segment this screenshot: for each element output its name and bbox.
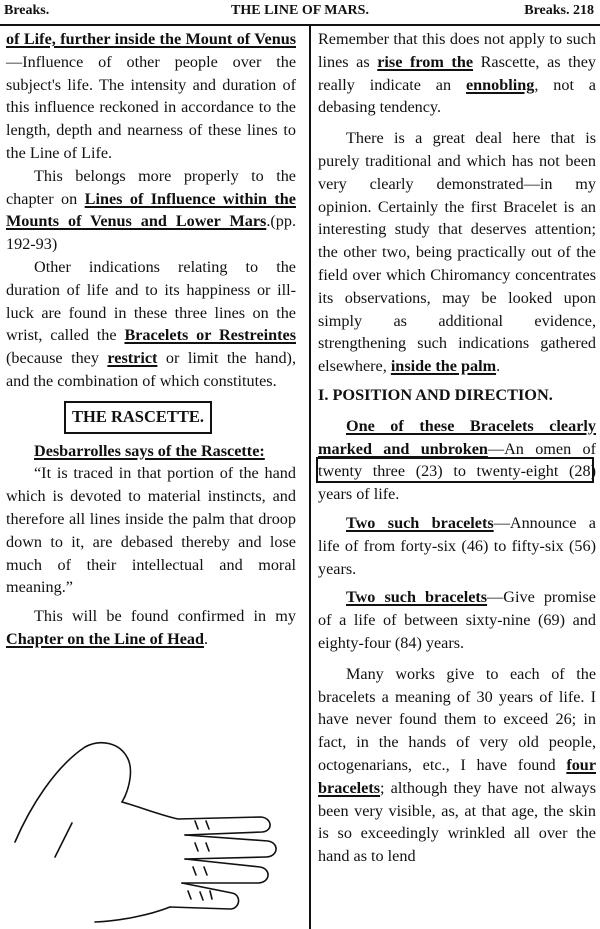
crossref-link: Bracelets or Restreintes: [124, 326, 297, 345]
paragraph-text: (because they: [6, 349, 108, 368]
header-rule: [0, 24, 600, 26]
crossref-link: four bracelets: [318, 755, 596, 797]
section-heading: I. POSITION AND DIRECTION.: [318, 384, 553, 404]
palm-edge: [95, 907, 170, 922]
paragraph: [6, 256, 296, 393]
paragraph-text: Other indications relating to the duration of life and to its happiness or ill-luck are found in these three lines on the wrist, called the: [6, 257, 296, 345]
crossref-link: Lines of Influence within the Mounts of Venus and Lower Mars: [6, 189, 296, 231]
paragraph-text: Many works give to each of the bracelets a meaning of 30 years of life. I have never found them to exceed 26; in fact, in the hands of very old people, octogenarians, etc., I have found: [318, 664, 596, 774]
crossref-link: Two such bracelets: [346, 588, 488, 607]
quote-paragraph: “It is traced in that portion of the hand which is devoted to material instincts, and therefore all lines inside the palm that droop down to it, are debased thereby and lose much of their intellectual and moral meaning.”: [6, 464, 296, 597]
paragraph-text: ; although they have not always been very visible, as, at that age, the skin is so exceedingly wrinkled all over the hand as to lend: [318, 778, 596, 866]
paragraph: [6, 605, 296, 651]
crossref-link: Desbarrolles says of the Rascette:: [34, 441, 265, 460]
column-divider: [309, 26, 311, 929]
crossref-link: ennobling: [465, 75, 535, 94]
paragraph-text: This belongs more properly to the chapter on: [6, 166, 296, 208]
bracelet-highlight-box: [316, 457, 594, 483]
thumb-outline: [15, 743, 130, 842]
crossref-link: of Life, further inside the Mount of Venus: [6, 30, 296, 48]
index-finger: [122, 802, 270, 835]
paragraph-text: .: [496, 357, 501, 376]
crossref-link: restrict: [107, 349, 158, 368]
paragraph-text: —Announce a life of from forty-six (46) to fifty-six (56) years.: [318, 513, 596, 578]
paragraph-text: .: [204, 629, 209, 648]
boxed-heading-line: [6, 401, 296, 434]
middle-finger: [185, 835, 276, 859]
crossref-link: One of these Bracelets clearly marked and unbroken: [318, 416, 596, 458]
paragraph: [6, 165, 296, 256]
paragraph-text: , not a debasing tendency.: [318, 75, 596, 117]
header-title: THE LINE OF MARS.: [231, 3, 369, 18]
paragraph: [318, 586, 596, 654]
paragraph: [318, 127, 596, 378]
paragraph-text: .(pp. 192-93): [6, 212, 296, 254]
hand-illustration: [10, 737, 280, 927]
paragraph-text: —Give promise of a life of between sixty-nine (69) and eighty-four (84) years.: [318, 588, 596, 652]
crossref-link: Chapter on the Line of Head: [6, 629, 205, 648]
paragraph: [318, 663, 596, 868]
running-header: [0, 0, 600, 24]
crossref-link: rise from the: [377, 52, 474, 71]
paragraph-text: —Influence of other people over the subject's life. The intensity and duration of this influence reckoned in accordance to the length, depth and nearness of these lines to the Line of Life.: [6, 52, 296, 162]
paragraph-text: There is a great deal here that is purely traditional and which has not been very clearly demonstrated—in my opinion. Certainly the first Bracelet is an interesting study that deserves attention; the other two, being practically out of the field over which Chiromancy concentrates its observations, may be looked upon simply as additional evidence, strengthening such indications gathered elsewhere,: [318, 129, 596, 376]
section-box-title: THE RASCETTE.: [64, 401, 212, 434]
paragraph-text: This will be found confirmed in my: [34, 607, 296, 626]
paragraph: [318, 28, 596, 119]
crossref-link: Two such bracelets: [346, 513, 494, 532]
paragraph: [6, 440, 296, 463]
header-page-number: Breaks. 218: [524, 3, 594, 18]
little-finger: [170, 883, 239, 909]
header-left: Breaks.: [4, 3, 50, 18]
left-column: [6, 28, 296, 651]
paragraph-text: Rascette, as they really indicate an: [318, 52, 597, 94]
crossref-link: inside the palm: [390, 357, 497, 376]
paragraph-text: Remember that this does not apply to such lines as: [318, 30, 596, 71]
paragraph: [6, 28, 296, 165]
paragraph: [318, 512, 596, 580]
wrist-line: [55, 823, 72, 857]
paragraph-text: or limit the hand), and the combination of which constitutes.: [6, 349, 296, 390]
paragraph-text: —An omen of twenty three (23) to twenty-eight (28) years of life.: [318, 439, 596, 504]
right-column: [318, 28, 596, 868]
